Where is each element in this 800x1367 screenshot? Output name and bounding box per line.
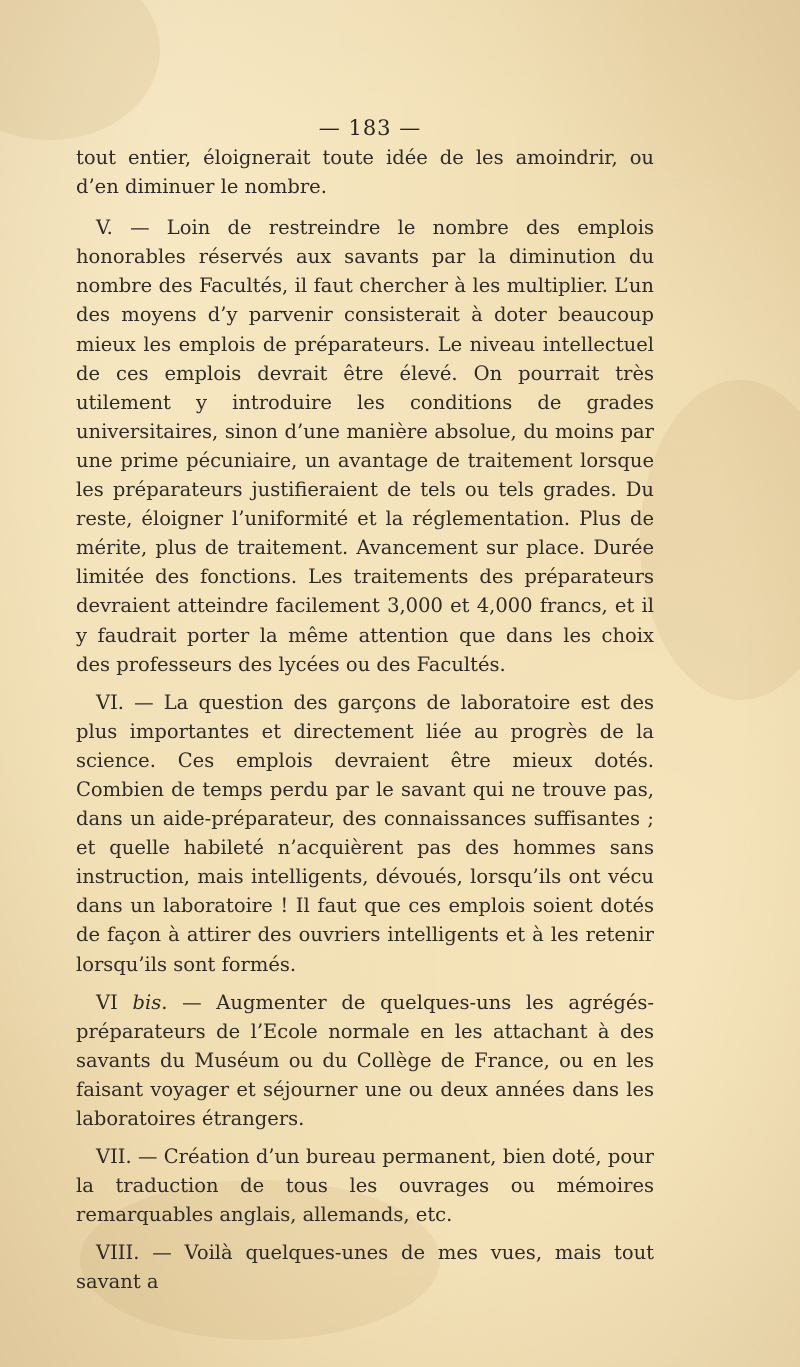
page-number: — 183 — [318,116,422,140]
paragraph-section-vii: VII. — Création d’un bureau permanent, bien doté, pour la traduction de tous les ouvrages ou mémoires remarquables anglais, allemands, etc. [76,1145,654,1227]
section-label: VI [96,990,118,1014]
section-label-bis: bis [132,990,162,1014]
paragraph-section-v: V. — Loin de restreindre le nombre des emplois honorables réservés aux savants par la diminution du nombre des Facultés, il faut chercher à les multiplier. L’un des moyens d’y parvenir consisterait à doter beaucoup mieux les emplois de préparateurs. Le niveau intellectuel de ces emplois devrait être élevé. On pourrait très utilement y introduire les conditions de grades universitaires, sinon d’une manière absolue, du moins par une prime pécuniaire, un avantage de traitement lorsque les préparateurs justifieraient de tels ou tels grades. Du reste, éloigner l’uniformité et la réglementation. Plus de mérite, plus de traitement. Avancement sur place. Durée limitée des fonctions. Les traitements des préparateurs devraient atteindre facilement 3,000 et 4,000 francs, et il y faudrait porter la même attention que dans les choix des professeurs des lycées ou des Facultés. [76,216,654,676]
body-text [76,143,654,1306]
paragraph-continuation: tout entier, éloignerait toute idée de les amoindrir, ou d’en diminuer le nombre. [76,146,654,199]
paragraph-section-viii: VIII. — Voilà quelques-unes de mes vues, mais tout savant a [76,1241,654,1294]
paragraph-section-vi: VI. — La question des garçons de laboratoire est des plus importantes et directement liée au progrès de la science. Ces emplois devraient être mieux dotés. Combien de temps perdu par le savant qui ne trouve pas, dans un aide-préparateur, des connaissances suffisantes ; et quelle habileté n’acquièrent pas des hommes sans instruction, mais intelligents, dévoués, lorsqu’ils ont vécu dans un laboratoire ! Il faut que ces emplois soient dotés de façon à attirer des ouvriers intelligents et à les retenir lorsqu’ils sont formés. [76,690,654,976]
paper-stain [640,380,800,700]
section-vi-bis-text: . — Augmenter de quelques-uns les agrégés-préparateurs de l’Ecole normale en les attachant à des savants du Muséum ou du Collège de France, ou en les faisant voyager et séjourner une ou deux années dans les laboratoires étrangers. [76,990,654,1130]
paragraph-section-vi-bis [76,988,654,1133]
